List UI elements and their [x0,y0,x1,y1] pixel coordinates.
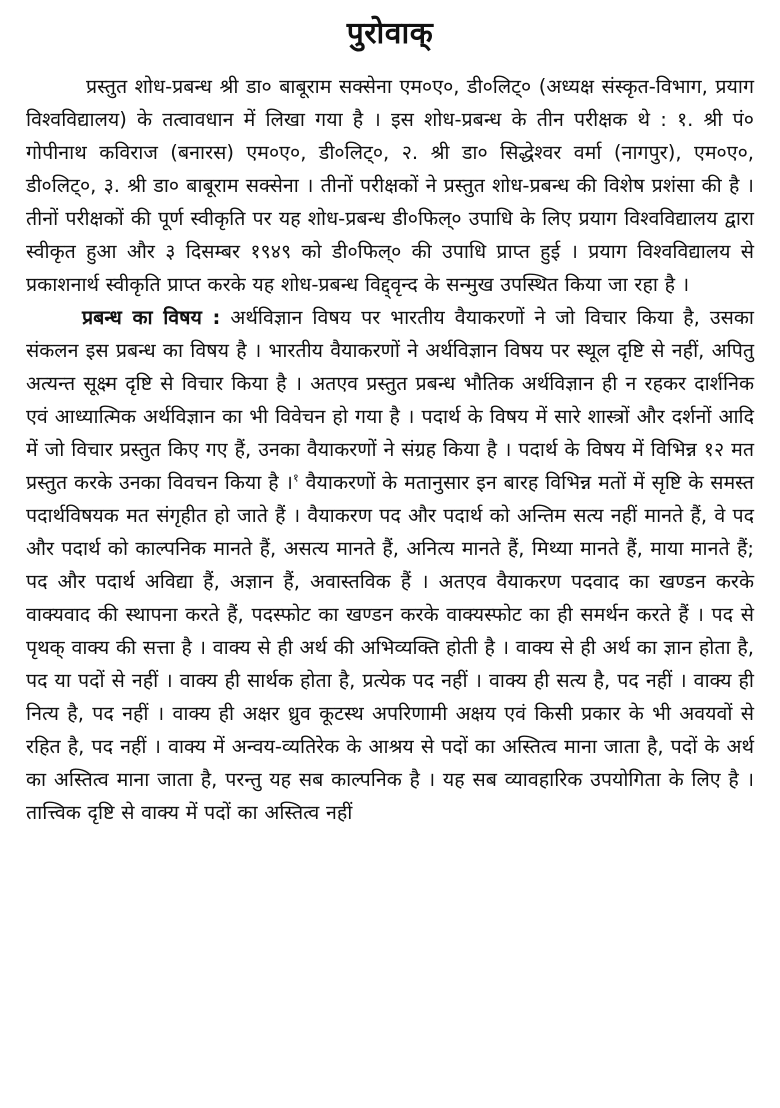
page-title: पुरोवाक् [346,16,434,51]
paragraph-subject-text: अर्थविज्ञान विषय पर भारतीय वैयाकरणों ने जो विचार किया है, उसका संकलन इस प्रबन्ध का विषय है । भारतीय वैयाकरणों ने अर्थविज्ञान विषय पर स्थूल दृष्टि से नहीं, अपितु अत्यन्त सूक्ष्म दृष्टि से विचार किया है । अतएव प्रस्तुत प्रबन्ध भौतिक अर्थविज्ञान ही न रहकर दार्शनिक एवं आध्यात्मिक अर्थविज्ञान का भी विवेचन हो गया है । पदार्थ के विषय में सारे शास्त्रों और दर्शनों आदि में जो विचार प्रस्तुत किए गए हैं, उनका वैयाकरणों ने संग्रह किया है । पदार्थ के विषय में विभिन्न १२ मत प्रस्तुत करके उनका विवचन किया है । [26,306,754,494]
paragraph-intro-text: प्रस्तुत शोध-प्रबन्ध श्री डा० बाबूराम सक्सेना एम०ए०, डी०लिट्० (अध्यक्ष संस्कृत-विभाग, प्रयाग विश्वविद्यालय) के तत्वावधान में लिखा गया है । इस शोध-प्रबन्ध के तीन परीक्षक थे : १. श्री पं० गोपीनाथ कविराज (बनारस) एम०ए०, डी०लिट्०, २. श्री डा० सिद्धेश्वर वर्मा (नागपुर), एम०ए०, डी०लिट्०, ३. श्री डा० बाबूराम सक्सेना । तीनों परीक्षकों ने प्रस्तुत शोध-प्रबन्ध की विशेष प्रशंसा की है । तीनों परीक्षकों की पूर्ण स्वीकृति पर यह शोध-प्रबन्ध डी०फिल्० उपाधि के लिए प्रयाग विश्वविद्यालय द्वारा स्वीकृत हुआ और ३ दिसम्बर १९४९ को डी०फिल्० की उपाधि प्राप्त हुई । प्रयाग विश्वविद्यालय से प्रकाशनार्थ स्वीकृति प्राप्त करके यह शोध-प्रबन्ध विद्द्वृन्द के सन्मुख उपस्थित किया जा रहा है । [26,75,754,296]
section-heading: प्रबन्ध का विषय : [82,306,221,329]
paragraph-subject-text-continued: वैयाकरणों के मतानुसार इन बारह विभिन्न मतों में सृष्टि के समस्त पदार्थविषयक मत संगृहीत हो जाते हैं । वैयाकरण पद और पदार्थ को अन्तिम सत्य नहीं मानते हैं, वे पद और पदार्थ को काल्पनिक मानते हैं, असत्य मानते हैं, अनित्य मानते हैं, मिथ्या मानते हैं, माया मानते हैं; पद और पदार्थ अविद्या हैं, अज्ञान हैं, अवास्तविक हैं । अतएव वैयाकरण पदवाद का खण्डन करके वाक्यवाद की स्थापना करते हैं, पदस्फोट का खण्डन करके वाक्यस्फोट का ही समर्थन करते हैं । पद से पृथक् वाक्य की सत्ता है । वाक्य से ही अर्थ की अभिव्यक्ति होती है । वाक्य से ही अर्थ का ज्ञान होता है, पद या पदों से नहीं । वाक्य ही सार्थक होता है, प्रत्येक पद नहीं । वाक्य ही सत्य है, पद नहीं । वाक्य ही नित्य है, पद नहीं । वाक्य ही अक्षर ध्रुव कूटस्थ अपरिणामी अक्षय एवं किसी प्रकार के भी अवयवों से रहित है, पद नहीं । वाक्य में अन्वय-व्यतिरेक के आश्रय से पदों का अस्तित्व माना जाता है, पदों के अर्थ का अस्तित्व माना जाता है, परन्तु यह सब काल्पनिक है । यह सब व्यावहारिक उपयोगिता के लिए है । तात्त्विक दृष्टि से वाक्य में पदों का अस्तित्व नहीं [26,471,754,824]
paragraph-subject [26,301,754,829]
footnote-marker: १ [292,471,299,485]
paragraph-intro [26,70,754,301]
